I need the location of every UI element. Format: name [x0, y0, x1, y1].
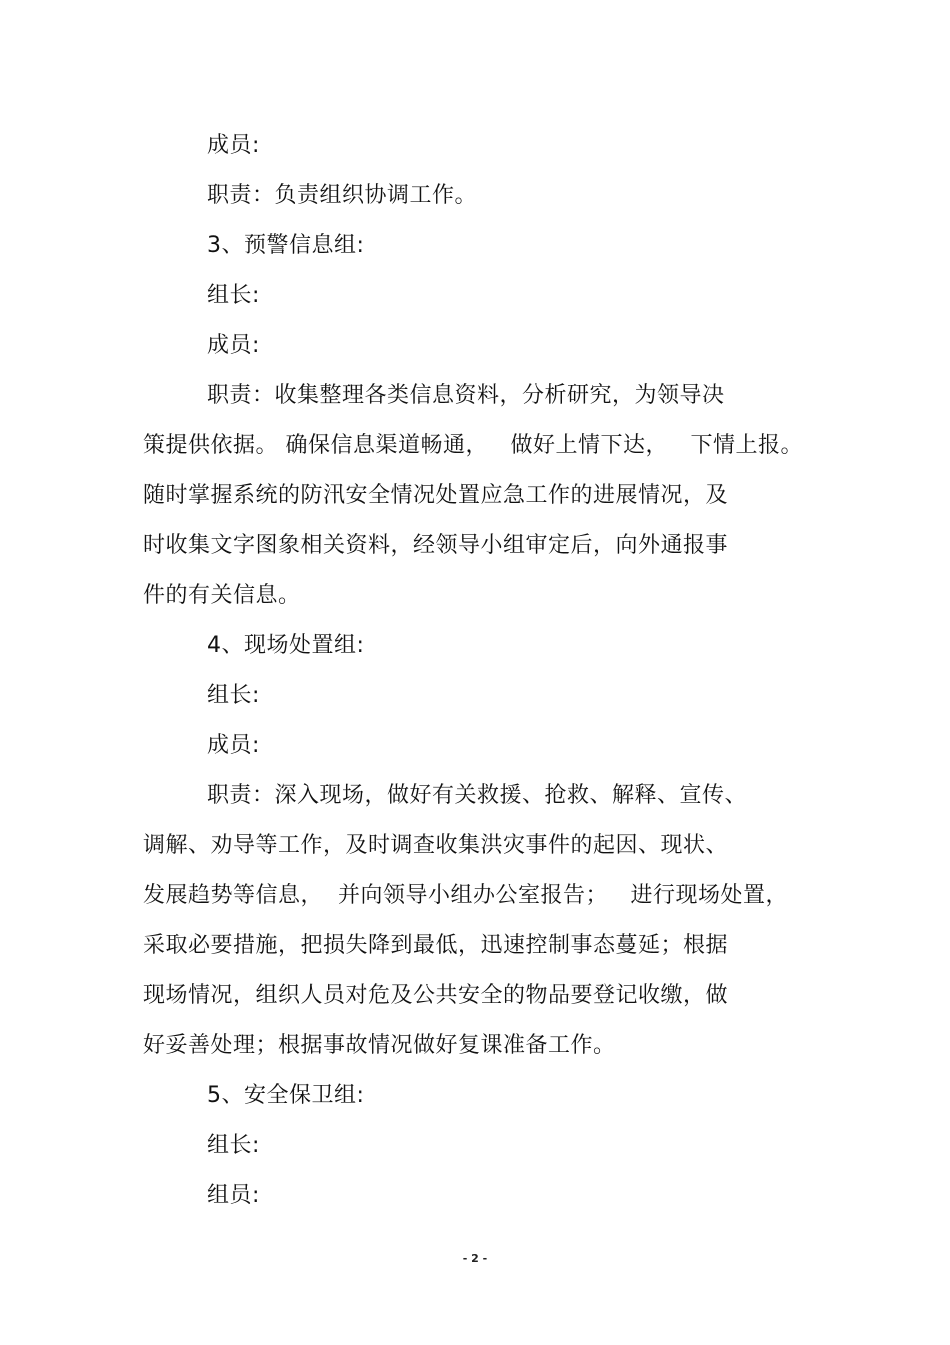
section-heading: 4、现场处置组: — [207, 633, 365, 658]
duty-paragraph-line: 好妥善处理；根据事故情况做好复课准备工作。 — [143, 1033, 616, 1058]
section-heading: 3、预警信息组: — [207, 233, 365, 258]
leader-line: 组长: — [207, 283, 260, 308]
duty-paragraph-line: 职责：深入现场，做好有关救援、抢救、解释、宣传、 — [207, 783, 748, 808]
duty-paragraph-line: 现场情况，组织人员对危及公共安全的物品要登记收缴，做 — [143, 983, 729, 1008]
duty-paragraph-line: 采取必要措施，把损失降到最低，迅速控制事态蔓延；根据 — [143, 933, 729, 958]
duty-line: 职责：负责组织协调工作。 — [207, 183, 478, 208]
member-line: 成员: — [207, 733, 260, 758]
duty-paragraph-line: 调解、劝导等工作，及时调查收集洪灾事件的起因、现状、 — [143, 833, 729, 858]
duty-paragraph-line: 发展趋势等信息， 并向领导小组办公室报告； 进行现场处置， — [143, 883, 788, 908]
page-number: - 2 - — [462, 1252, 488, 1265]
leader-line: 组长: — [207, 1133, 260, 1158]
member-line: 成员: — [207, 133, 260, 158]
duty-paragraph-line: 策提供依据。 确保信息渠道畅通， 做好上情下达， 下情上报。 — [143, 433, 803, 458]
duty-paragraph-line: 时收集文字图象相关资料，经领导小组审定后，向外通报事 — [143, 533, 729, 558]
member-line: 成员: — [207, 333, 260, 358]
member-line: 组员: — [207, 1183, 260, 1208]
duty-paragraph-line: 职责：收集整理各类信息资料，分析研究，为领导决 — [207, 383, 725, 408]
duty-paragraph-line: 随时掌握系统的防汛安全情况处置应急工作的进展情况，及 — [143, 483, 729, 508]
duty-paragraph-line: 件的有关信息。 — [143, 583, 301, 608]
leader-line: 组长: — [207, 683, 260, 708]
section-heading: 5、安全保卫组: — [207, 1083, 365, 1108]
